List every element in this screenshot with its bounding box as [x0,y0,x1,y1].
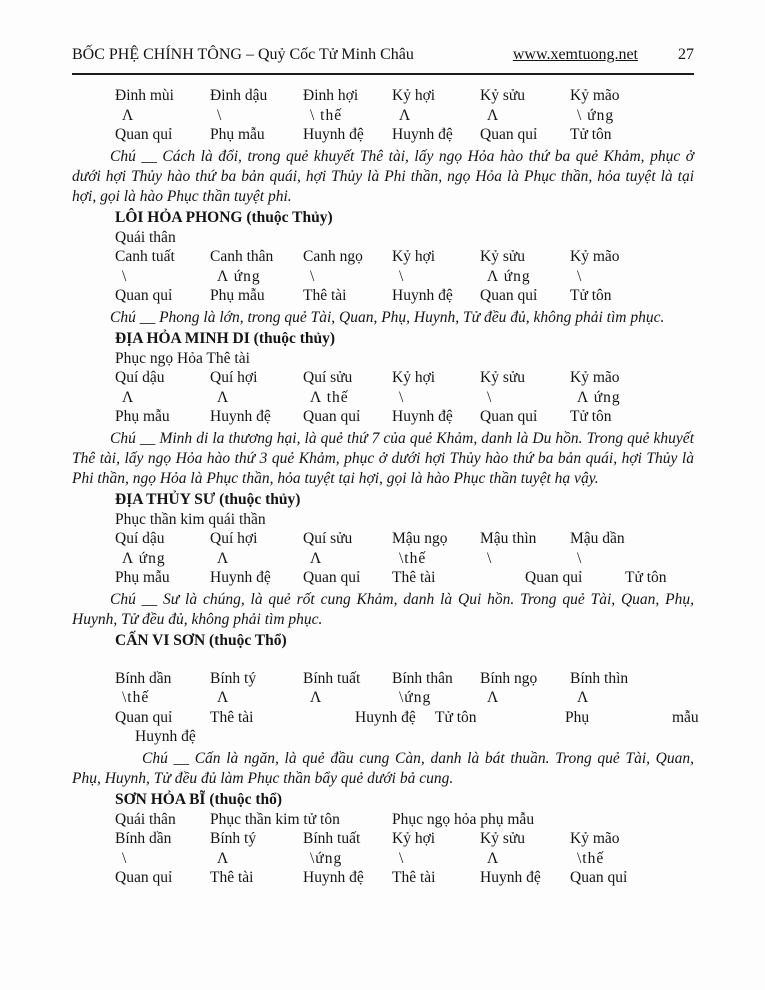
subline-cell: Phục thần kim tử tôn [210,810,340,828]
line-symbol-cell: \ [399,849,405,867]
line-symbol-cell: \ [487,549,493,567]
hexagram-section [72,490,694,630]
relation-label-cell: Thê tài [392,569,436,586]
stem-branch-cell: Mậu ngọ [392,530,448,547]
subline-cell: Quái thân [115,810,176,828]
relation-label-cell: Phụ mẫu [115,408,170,425]
relation-label-cell: Thê tài [303,287,347,304]
line-symbol-cell: Λ ứng [487,267,531,285]
spacer [72,651,694,669]
relation-label-cell: Quan quỉ [525,569,583,586]
line-symbol-cell: Λ [310,689,323,706]
line-symbol-cell: \ [399,267,405,285]
stem-branch-cell: Đinh mùi [115,87,174,104]
stem-branch-cell: Canh ngọ [303,248,363,265]
relation-label-cell: Tử tôn [625,569,667,586]
page-content [72,86,699,888]
stem-branch-cell: Quí hợi [210,369,258,386]
relation-label-cell: Quan quỉ [480,287,538,304]
header-site-link: www.xemtuong.net [512,46,638,63]
stem-branch-cell-row [72,829,694,849]
line-symbol-cell: Λ [217,849,230,867]
chu-note: Chú __ Minh di la thương hại, là quẻ thứ 7 của quẻ Khảm, danh là Du hồn. Trong quẻ khuyết Thê tài, lấy ngọ Hỏa hào thứ 3 quẻ Khảm, phục ở dưới hợi Thủy hào thứ ba bản quái, hợi Thủy là Phi thần, ngọ Hỏa là Phục thần, hỏa tuyệt tại hợi, gọi là hào Phục thần tuyệt hạ vậy. [72,429,694,487]
line-symbol-cell: \ [577,267,583,285]
stem-branch-cell: Kỷ mão [570,87,620,104]
stem-branch-cell: Mậu dần [570,530,625,547]
stem-branch-cell: Bính tý [210,669,257,687]
relation-label-cell: Quan quỉ [115,869,173,886]
relation-label-cell: Quan quỉ [303,408,361,425]
stem-branch-cell: Quí hợi [210,530,258,547]
hexagram-section [72,208,694,328]
relation-label-cell: Phụ [565,708,590,726]
hexagram-heading: LÔI HỎA PHONG (thuộc Thủy) [115,208,333,226]
stem-branch-cell: Bính ngọ [480,669,538,687]
line-symbol-cell: Λ [487,689,500,706]
stem-branch-cell: Kỷ mão [570,248,620,265]
line-symbol-cell: \ [217,106,223,124]
relation-label-cell: Phụ mẫu [210,126,265,143]
stem-branch-cell: Bính thân [392,669,453,687]
relation-label-cell: Huynh đệ [303,869,364,886]
relation-label-cell: Huynh đệ [392,126,453,143]
hexagram-heading: SƠN HỎA BĨ (thuộc thổ) [115,790,283,808]
relation-label-cell: Quan quỉ [480,126,538,143]
relation-label-cell: Quan quỉ [570,869,628,886]
relation-label-cell: Huynh đệ [135,728,196,745]
relation-label-cell: Huynh đệ [210,569,271,586]
line-symbol-cell: Λ thế [310,388,349,406]
relation-label-cell: Tử tôn [570,126,612,143]
line-symbol-cell-row [72,388,694,408]
stem-branch-cell: Quí sửu [303,530,353,547]
stem-branch-cell-row [72,368,694,388]
line-symbol-cell: Λ [217,549,230,567]
line-symbol-cell: Λ ứng [577,388,621,406]
line-symbol-cell: \ứng [399,689,432,706]
stem-branch-cell: Bính dần [115,669,172,687]
relation-label-cell: Huynh đệ [392,287,453,304]
line-symbol-cell: Λ [310,549,323,567]
relation-label-cell-row [72,286,694,306]
chu-note: Chú __ Cấn là ngăn, là quẻ đầu cung Càn, danh là bát thuần. Trong quẻ Tài, Quan, Phụ, Huynh, Tử đều đủ làm Phục thần bẩy quẻ dưới bả cung. [72,749,694,787]
subline-cell: Phục thần kim quái thần [115,510,266,528]
line-symbol-cell: \ thế [310,106,343,124]
line-symbol-cell-row [72,267,694,287]
relation-label-cell: Thê tài [210,869,254,886]
stem-branch-cell-row [72,86,694,106]
line-symbol-cell-row [72,106,694,126]
subline-cell-row [72,510,694,530]
stem-branch-cell: Kỷ mão [570,830,620,847]
line-symbol-cell: \ [310,267,316,285]
chu-note: Chú __ Phong là lớn, trong quẻ Tài, Quan, Phụ, Huynh, Tử đều đủ, không phải tìm phục. [110,308,665,326]
relation-label-cell: Tử tôn [435,708,477,726]
subline-cell-row [72,349,694,369]
relation-label-cell-row [72,568,694,588]
stem-branch-cell: Đinh dậu [210,87,268,104]
relation-label-cell-row [72,727,694,747]
stem-branch-cell: Kỷ sửu [480,830,526,847]
stem-branch-cell: Canh thân [210,248,274,265]
relation-label-cell: Quan quỉ [480,408,538,425]
line-symbol-cell: \ ứng [577,106,615,124]
stem-branch-cell: Kỷ hợi [392,830,436,847]
line-symbol-cell: Λ [217,689,230,706]
line-symbol-cell: Λ [217,388,230,406]
line-symbol-cell-row [72,549,694,569]
stem-branch-cell: Quí sửu [303,369,353,386]
relation-label-cell: mẫu [672,708,699,726]
chu-note: Chú __ Cách là đổi, trong quẻ khuyết Thê tài, lấy ngọ Hỏa hào thứ ba quẻ Khảm, phục ở dưới hợi Thủy hào thứ ba bản quái, hợi Thủy là Phi thần, ngọ Hỏa là Phục thần, hỏa tuyệt là tại hợi, gọi là hào Phục thần tuyệt phi. [72,147,694,205]
line-symbol-cell: Λ [122,106,135,124]
stem-branch-cell: Bính thìn [570,669,629,687]
relation-label-cell: Phụ mẫu [115,569,170,586]
line-symbol-cell-row [72,688,694,708]
stem-branch-cell-row [72,529,694,549]
line-symbol-cell: Λ ứng [217,267,261,285]
stem-branch-cell: Bính tý [210,830,257,847]
relation-label-cell: Quan quỉ [303,569,361,586]
hexagram-section [72,329,694,489]
line-symbol-cell: \ [122,267,128,285]
stem-branch-cell: Canh tuất [115,248,175,265]
line-symbol-cell: Λ [577,689,590,706]
relation-label-cell: Huynh đệ [303,126,364,143]
relation-label-cell: Thê tài [392,869,436,886]
stem-branch-cell: Quí dậu [115,369,165,386]
stem-branch-cell: Kỷ mão [570,369,620,386]
hexagram-section [72,790,694,888]
line-symbol-cell: \thế [399,549,427,567]
line-symbol-cell: Λ ứng [122,549,166,567]
line-symbol-cell: Λ [399,106,412,124]
line-symbol-cell: \ [577,549,583,567]
stem-branch-cell-row [72,247,694,267]
stem-branch-cell: Bính dần [115,830,172,847]
stem-branch-cell: Kỷ hợi [392,87,436,104]
line-symbol-cell: Λ [122,388,135,406]
stem-branch-cell-row [72,669,694,689]
relation-label-cell: Huynh đệ [480,869,541,886]
line-symbol-cell: Λ [487,106,500,124]
hexagram-section [72,631,699,789]
hexagram-heading: CẤN VI SƠN (thuộc Thổ) [115,631,287,649]
hexagram-section [72,86,694,207]
line-symbol-cell: \thế [577,849,605,867]
subline-cell-row [72,228,694,248]
line-symbol-cell: \ứng [310,849,343,867]
line-symbol-cell: \ [487,388,493,406]
relation-label-cell-row [72,125,694,145]
header-page-number: 27 [678,46,694,63]
stem-branch-cell: Kỷ sửu [480,248,526,265]
relation-label-cell: Phụ mẫu [210,287,265,304]
chu-note: Chú __ Sư là chúng, là quẻ rốt cung Khảm, danh là Qui hồn. Trong quẻ Tài, Quan, Phụ, Huynh, Tử đều đủ, không phải tìm phục. [72,590,694,628]
relation-label-cell: Quan quỉ [115,287,173,304]
relation-label-cell: Huynh đệ [392,408,453,425]
stem-branch-cell: Bính tuất [303,669,361,687]
stem-branch-cell: Mậu thìn [480,530,537,547]
stem-branch-cell: Bính tuất [303,830,361,847]
hexagram-heading: ĐỊA HỎA MINH DI (thuộc thủy) [115,329,336,347]
subline-cell: Phục ngọ hỏa phụ mẫu [392,810,535,828]
relation-label-cell: Tử tôn [570,408,612,425]
relation-label-cell-row [72,708,699,728]
stem-branch-cell: Kỷ sửu [480,87,526,104]
relation-label-cell: Huynh đệ [210,408,271,425]
hexagram-heading: ĐỊA THỦY SƯ (thuộc thủy) [115,490,301,508]
line-symbol-cell: \ [122,849,128,867]
relation-label-cell: Tử tôn [570,287,612,304]
header-title: BỐC PHỆ CHÍNH TÔNG – Quỷ Cốc Tử Minh Châu [72,46,414,63]
subline-cell: Phục ngọ Hỏa Thê tài [115,349,250,367]
line-symbol-cell-row [72,849,694,869]
subline-cell: Quái thân [115,228,176,246]
subline-cell-row [72,810,694,830]
relation-label-cell: Thê tài [210,708,254,726]
relation-label-cell: Huynh đệ [355,708,416,726]
stem-branch-cell: Kỷ sửu [480,369,526,386]
stem-branch-cell: Quí dậu [115,530,165,547]
stem-branch-cell: Kỷ hợi [392,248,436,265]
line-symbol-cell: \thế [122,689,150,706]
relation-label-cell: Quan quỉ [115,708,173,726]
page-header [72,0,694,75]
relation-label-cell-row [72,868,694,888]
stem-branch-cell: Đinh hợi [303,87,359,104]
relation-label-cell: Quan quỉ [115,126,173,143]
stem-branch-cell: Kỷ hợi [392,369,436,386]
line-symbol-cell: Λ [487,849,500,867]
line-symbol-cell: \ [399,388,405,406]
relation-label-cell-row [72,407,694,427]
